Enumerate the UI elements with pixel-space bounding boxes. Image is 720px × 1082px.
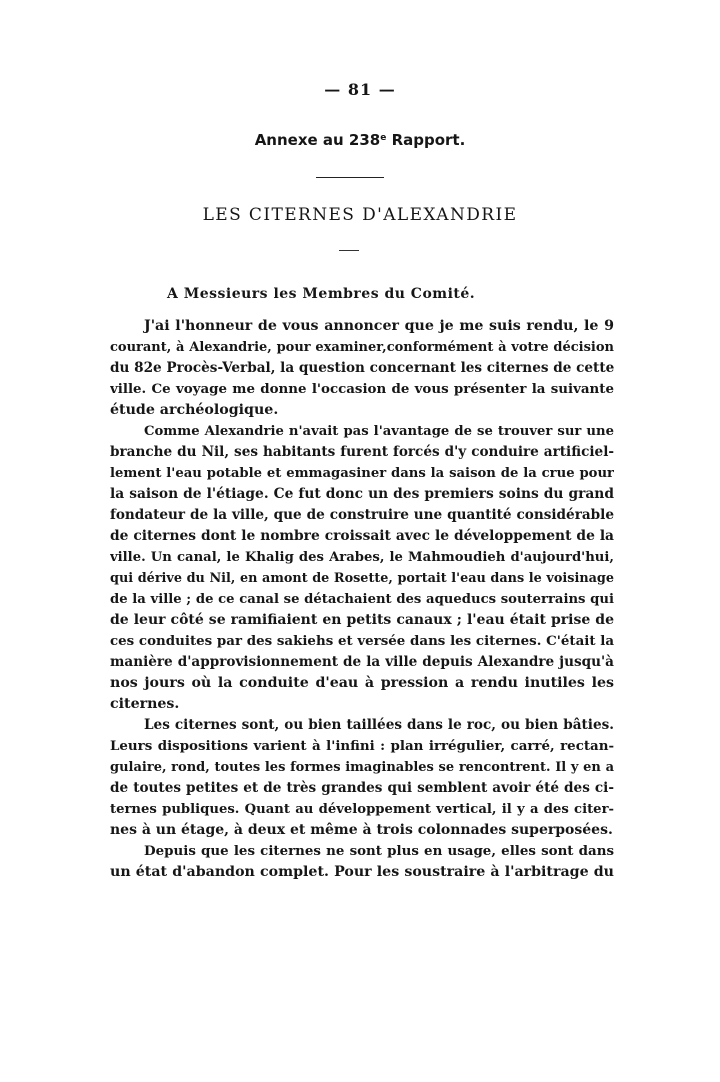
text-line: Comme Alexandrie n'avait pas l'avantage de se trouver sur une [144, 424, 614, 439]
text-line: courant, à Alexandrie, pour examiner,conformément à votre décision [110, 340, 614, 355]
text-line: de leur côté se ramifiaient en petits canaux ; l'eau était prise de [110, 612, 614, 628]
separator-rule [316, 177, 384, 178]
text-line: nes à un étage, à deux et même à trois colonnades superposées. [110, 822, 613, 838]
annex-heading [0, 131, 720, 149]
text-line: ces conduites par des sakiehs et versée dans les citernes. C'était la [110, 633, 614, 649]
text-line: J'ai l'honneur de vous annoncer que je me suis rendu, le 9 [144, 318, 614, 334]
text-line: ville. Ce voyage me donne l'occasion de vous présenter la suivante [110, 381, 614, 397]
text-line: Les citernes sont, ou bien taillées dans le roc, ou bien bâties. [144, 717, 614, 733]
annex-suffix: Rapport. [386, 131, 466, 149]
text-line: du 82e Procès-Verbal, la question concernant les citernes de cette [110, 360, 614, 376]
text-line: la saison de l'étiage. Ce fut donc un des premiers soins du grand [110, 486, 614, 502]
salutation: A Messieurs les Membres du Comité. [167, 286, 476, 302]
text-line: gulaire, rond, toutes les formes imaginables se rencontrent. Il y en a [110, 760, 614, 775]
text-line: nos jours où la conduite d'eau à pression a rendu inutiles les [110, 675, 614, 691]
text-line: Depuis que les citernes ne sont plus en usage, elles sont dans [144, 843, 614, 859]
text-line: lement l'eau potable et emmagasiner dans la saison de la crue pour [110, 466, 614, 481]
text-line: ville. Un canal, le Khalig des Arabes, le Mahmoudieh d'aujourd'hui, [110, 550, 614, 565]
annex-superscript: e [380, 133, 387, 143]
text-line: citernes. [110, 696, 180, 712]
text-line: étude archéologique. [110, 402, 279, 418]
annex-prefix: Annexe au 238 [254, 131, 381, 149]
page-number: — 81 — [324, 80, 396, 99]
text-line: fondateur de la ville, que de construire une quantité considérable [110, 507, 614, 523]
text-line: ternes publiques. Quant au développement vertical, il y a des citer- [110, 802, 614, 817]
text-line: de citernes dont le nombre croissait avec le développement de la [110, 528, 614, 544]
text-line: de toutes petites et de très grandes qui semblent avoir été des ci- [110, 780, 614, 796]
document-title: LES CITERNES D'ALEXANDRIE [202, 205, 518, 225]
title-underline-rule [339, 250, 359, 251]
text-line: branche du Nil, ses habitants furent forcés d'y conduire artificiel- [110, 444, 614, 460]
text-line: de la ville ; de ce canal se détachaient des aqueducs souterrains qui [110, 592, 614, 607]
text-line: un état d'abandon complet. Pour les soustraire à l'arbitrage du [110, 864, 614, 880]
body-text [110, 316, 614, 883]
text-line: Leurs dispositions varient à l'infini : plan irrégulier, carré, rectan- [110, 738, 614, 754]
text-line: qui dérive du Nil, en amont de Rosette, portait l'eau dans le voisinage [110, 571, 614, 586]
text-line: manière d'approvisionnement de la ville depuis Alexandre jusqu'à [110, 654, 614, 670]
